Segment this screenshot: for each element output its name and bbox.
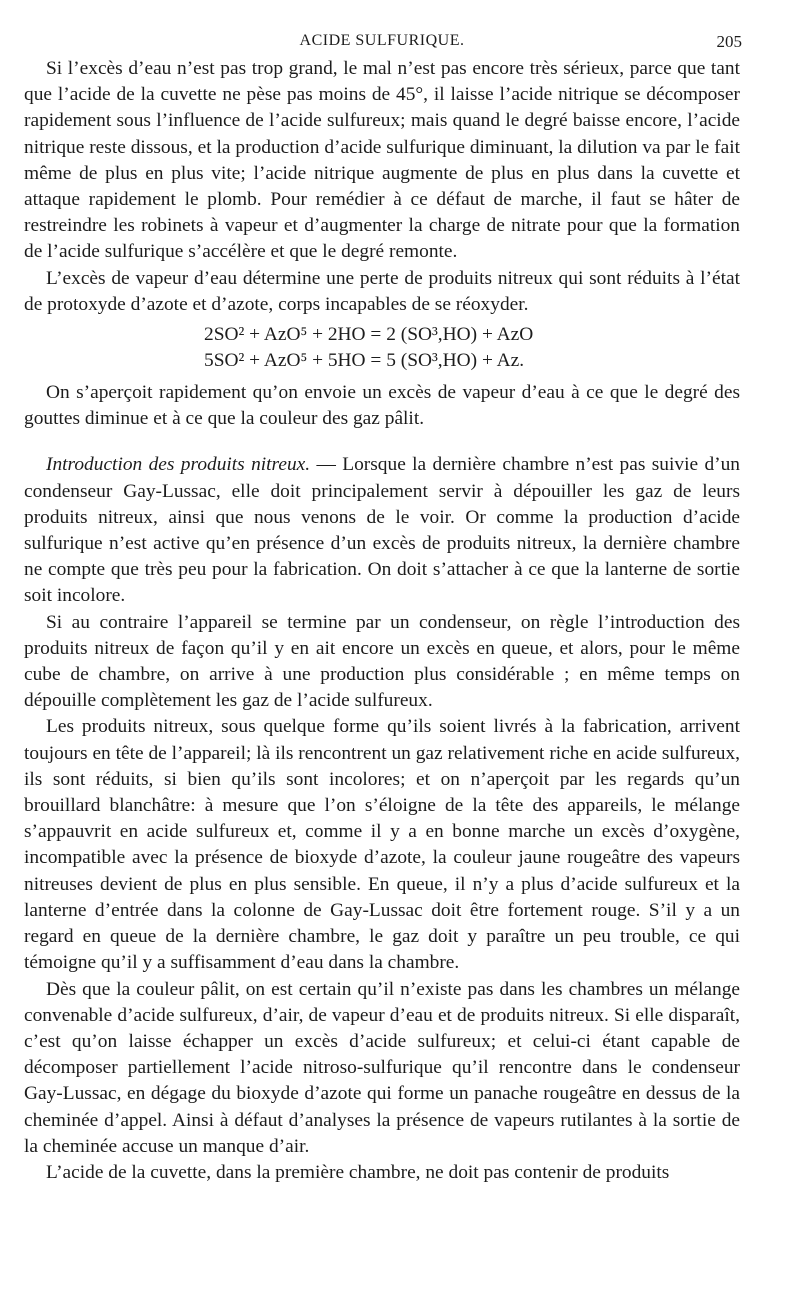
paragraph-excess-vapor: L’excès de vapeur d’eau détermine une perte de produits nitreux qui sont réduits à l’état de protoxyde d’azote et d’azote, corps incapables de se réoxyder. bbox=[24, 267, 740, 315]
paragraph-nitrous-products: Les produits nitreux, sous quelque forme qu’ils soient livrés à la fabrication, arrivent toujours en tête de l’appareil; là ils rencontrent un gaz relativement riche en acide sulfureux, ils sont réduits, si bien qu’ils sont incolores; et on n’aperçoit par les regards qu’un brouillard blanchâtre: à mesure que l’on s’éloigne de la tête des appareils, le mélange s’appauvrit en acide sulfureux et, comme il y a en bonne marche un excès d’oxygène, incompatible avec la présence de bioxyde d’azote, la couleur jaune rougeâtre des vapeurs nitreuses devient de plus en plus sensible. En queue, il n’y a plus d’acide sulfureux et la lanterne d’entrée dans la colonne de Gay-Lussac doit être fortement rouge. S’il y a un regard en queue de la dernière chambre, le gaz doit y paraître un peu trouble, ce qui témoigne qu’il y a suffisamment d’eau dans la chambre. bbox=[24, 716, 740, 974]
page-number: 205 bbox=[716, 32, 742, 51]
equation-1: 2SO² + AzO⁵ + 2HO = 2 (SO³,HO) + AzO bbox=[204, 324, 534, 346]
paragraph-cuvette-acid: L’acide de la cuvette, dans la première chambre, ne doit pas contenir de produits bbox=[46, 1161, 670, 1183]
paragraph-introduction-nitrous bbox=[24, 452, 740, 609]
paragraph-condenser: Si au contraire l’appareil se termine par un condenseur, on règle l’introduction des produits nitreux de façon qu’il y en ait encore un excès en queue, et alors, pour le même cube de chambre, on arrive à une production plus considérable ; en même temps on dépouille complètement les gaz de l’acide sulfureux. bbox=[24, 611, 740, 712]
section-heading: Introduction des produits nitreux. bbox=[46, 454, 311, 476]
paragraph-excess-water: Si l’excès d’eau n’est pas trop grand, le mal n’est pas encore très sérieux, parce que tant que l’acide de la cuvette ne pèse pas moins de 45°, il laisse l’acide nitrique se décomposer rapidement sous l’influence de l’acide sulfureux; mais quand le degré baisse encore, l’acide nitrique reste dissous, et la production d’acide sulfurique diminuant, la dilution va par le fait même de plus en plus vite; l’acide nitrique augmente de plus en plus dans la cuvette et attaque rapidement le plomb. Pour remédier à ce défaut de marche, il faut se hâter de restreindre les robinets à vapeur et d’augmenter la charge de nitrate pour que la formation de l’acide sulfurique s’accélère et que le degré remonte. bbox=[24, 58, 740, 263]
running-title: ACIDE SULFURIQUE. bbox=[299, 32, 465, 49]
section-heading-body: — Lorsque la dernière chambre n’est pas suivie d’un condenseur Gay-Lussac, elle doit principalement servir à dépouiller les gaz de leurs produits nitreux, ainsi que nous venons de le voir. Or comme la production d’acide sulfurique n’est active qu’en présence d’un excès de produits nitreux, la dernière chambre ne compte que très peu pour la fabrication. On doit s’attacher à ce que la lanterne de sortie soit incolore. bbox=[24, 454, 740, 607]
chemical-equations bbox=[24, 322, 740, 374]
section-spacer bbox=[24, 432, 740, 452]
paragraph-detection: On s’aperçoit rapidement qu’on envoie un excès de vapeur d’eau à ce que le degré des gouttes diminue et à ce que la couleur des gaz pâlit. bbox=[24, 382, 740, 430]
book-page bbox=[24, 30, 740, 1186]
paragraph-color-fades: Dès que la couleur pâlit, on est certain qu’il n’existe pas dans les chambres un mélange convenable d’acide sulfureux, d’air, de vapeur d’eau et de produits nitreux. Si elle disparaît, c’est qu’on laisse échapper un excès d’acide sulfureux; et celui-ci étant capable de décomposer partiellement l’acide nitroso-sulfurique qu’il rencontre dans le condenseur Gay-Lussac, en dégage du bioxyde d’azote qui forme un panache rougeâtre en dessus de la cheminée d’appel. Ainsi à défaut d’analyses la présence de vapeurs rutilantes à la sortie de la cheminée accuse un manque d’air. bbox=[24, 978, 740, 1157]
page-header bbox=[24, 30, 740, 56]
equation-2: 5SO² + AzO⁵ + 5HO = 5 (SO³,HO) + Az. bbox=[204, 350, 525, 372]
